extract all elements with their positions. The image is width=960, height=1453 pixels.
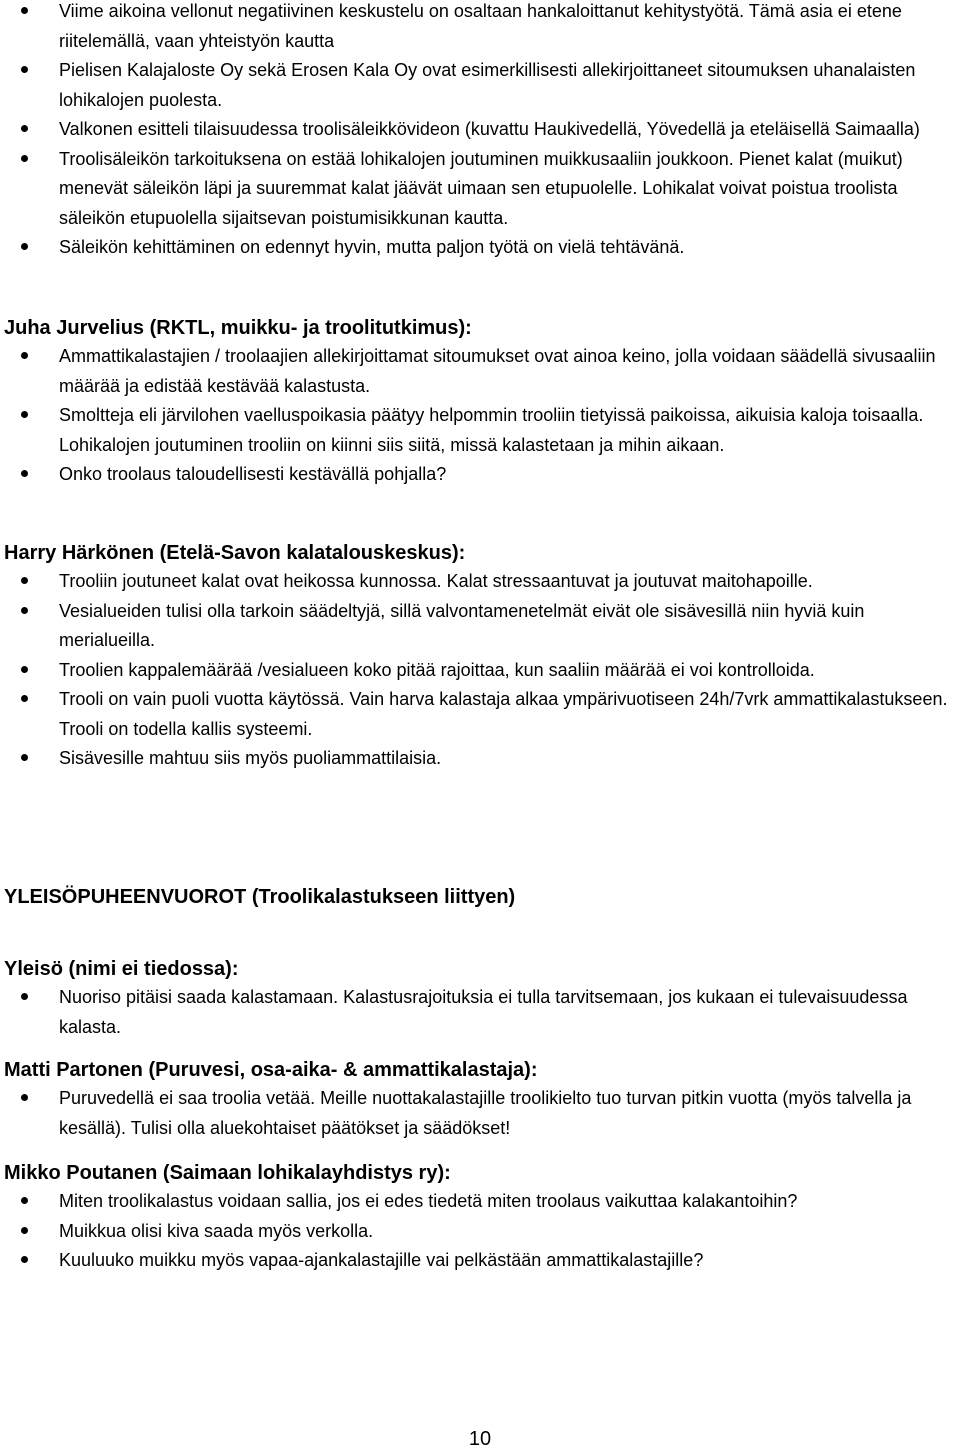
list-item: Valkonen esitteli tilaisuudessa troolisäleikkövideon (kuvattu Haukivedellä, Yövedellä ja eteläisellä Saimaalla): [0, 115, 960, 145]
bullet-icon: [21, 754, 28, 761]
section-heading-yleiso: Yleisö (nimi ei tiedossa):: [4, 958, 239, 980]
jurvelius-bullet-list: [0, 342, 960, 490]
page-number: 10: [468, 1428, 492, 1450]
list-item: Trooliin joutuneet kalat ovat heikossa kunnossa. Kalat stressaantuvat ja joutuvat maitohapoille.: [0, 567, 960, 597]
bullet-icon: [21, 1197, 28, 1204]
list-item: Viime aikoina vellonut negatiivinen keskustelu on osaltaan hankaloittanut kehitystyötä. Tämä asia ei etene riitelemällä, vaan yhteistyön kautta: [0, 0, 960, 56]
list-item: Säleikön kehittäminen on edennyt hyvin, mutta paljon työtä on vielä tehtävänä.: [0, 233, 960, 263]
harkonen-bullet-list: [0, 567, 960, 774]
bullet-icon: [21, 411, 28, 418]
bullet-icon: [21, 1094, 28, 1101]
list-item: Smoltteja eli järvilohen vaelluspoikasia päätyy helpommin trooliin tietyissä paikoissa, aikuisia kaloja toisaalla. Lohikalojen joutuminen trooliin on kiinni siis siitä, missä kalastetaan ja mihin aikaan.: [0, 401, 960, 460]
bullet-icon: [21, 66, 28, 73]
list-item: Puruvedellä ei saa troolia vetää. Meille nuottakalastajille troolikielto tuo turvan pitkin vuotta (myös talvella ja kesällä). Tulisi olla aluekohtaiset päätökset ja säädökset!: [0, 1084, 960, 1143]
list-item: Onko troolaus taloudellisesti kestävällä pohjalla?: [0, 460, 960, 490]
list-item: Pielisen Kalajaloste Oy sekä Erosen Kala Oy ovat esimerkillisesti allekirjoittaneet sitoumuksen uhanalaisten lohikalojen puolesta.: [0, 56, 960, 115]
bullet-icon: [21, 155, 28, 162]
poutanen-bullet-list: [0, 1187, 960, 1276]
list-item: Muikkua olisi kiva saada myös verkolla.: [0, 1217, 960, 1247]
intro-bullet-list: [0, 0, 960, 263]
bullet-icon: [21, 695, 28, 702]
list-item: Sisävesille mahtuu siis myös puoliammattilaisia.: [0, 744, 960, 774]
bullet-icon: [21, 352, 28, 359]
bullet-icon: [21, 577, 28, 584]
bullet-icon: [21, 125, 28, 132]
list-item: Troolisäleikön tarkoituksena on estää lohikalojen joutuminen muikkusaaliin joukkoon. Pienet kalat (muikut) menevät säleikön läpi ja suuremmat kalat jäävät uimaan sen etupuolelle. Lohikalat voivat poistua troolista säleikön etupuolella sijaitsevan poistumisikkunan kautta.: [0, 145, 960, 234]
bullet-icon: [21, 607, 28, 614]
list-item: Troolien kappalemäärää /vesialueen koko pitää rajoittaa, kun saaliin määrää ei voi kontrolloida.: [0, 656, 960, 686]
public-speeches-heading: YLEISÖPUHEENVUOROT (Troolikalastukseen liittyen): [4, 886, 516, 908]
bullet-icon: [21, 1227, 28, 1234]
partonen-bullet-list: [0, 1084, 960, 1143]
list-item: Trooli on vain puoli vuotta käytössä. Vain harva kalastaja alkaa ympärivuotiseen 24h/7vrk ammattikalastukseen. Trooli on todella kallis systeemi.: [0, 685, 960, 744]
list-item: Kuuluuko muikku myös vapaa-ajankalastajille vai pelkästään ammattikalastajille?: [0, 1246, 960, 1276]
bullet-icon: [21, 243, 28, 250]
list-item: Ammattikalastajien / troolaajien allekirjoittamat sitoumukset ovat ainoa keino, jolla voidaan säädellä sivusaaliin määrää ja edistää kestävää kalastusta.: [0, 342, 960, 401]
list-item: Vesialueiden tulisi olla tarkoin säädeltyjä, sillä valvontamenetelmät eivät ole sisävesillä niin hyviä kuin merialueilla.: [0, 597, 960, 656]
section-heading-poutanen: Mikko Poutanen (Saimaan lohikalayhdistys ry):: [4, 1162, 451, 1184]
bullet-icon: [21, 470, 28, 477]
bullet-icon: [21, 7, 28, 14]
list-item: Miten troolikalastus voidaan sallia, jos ei edes tiedetä miten troolaus vaikuttaa kalakantoihin?: [0, 1187, 960, 1217]
list-item: Nuoriso pitäisi saada kalastamaan. Kalastusrajoituksia ei tulla tarvitsemaan, jos kukaan ei tulevaisuudessa kalasta.: [0, 983, 960, 1042]
bullet-icon: [21, 1256, 28, 1263]
section-heading-harkonen: Harry Härkönen (Etelä-Savon kalatalouskeskus):: [4, 542, 466, 564]
bullet-icon: [21, 993, 28, 1000]
section-heading-partonen: Matti Partonen (Puruvesi, osa-aika- & ammattikalastaja):: [4, 1059, 538, 1081]
section-heading-jurvelius: Juha Jurvelius (RKTL, muikku- ja troolitutkimus):: [4, 317, 472, 339]
yleiso-bullet-list: [0, 983, 960, 1042]
bullet-icon: [21, 666, 28, 673]
